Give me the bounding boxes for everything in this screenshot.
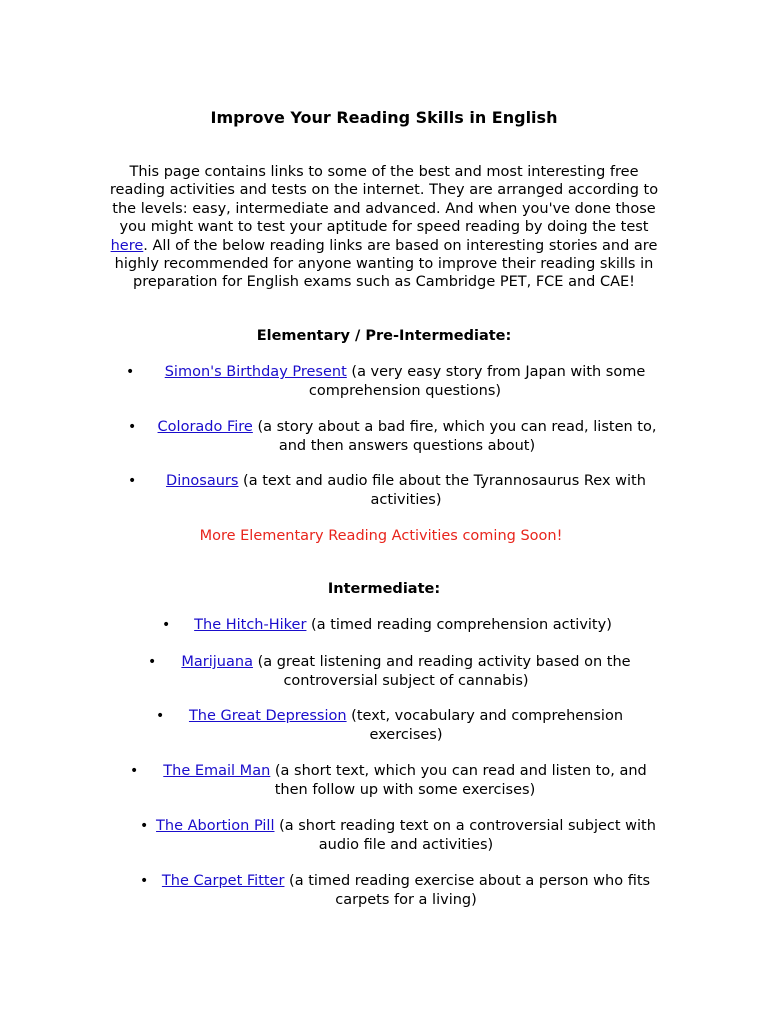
email-man-link[interactable]: The Email Man bbox=[163, 763, 271, 779]
intro-text-before: This page contains links to some of the best and most interesting free reading activities and tests on the internet. They are arranged according to the levels: easy, intermediate and advanced. And when you've done those you might want to test your aptitude for speed reading by doing the test bbox=[109, 164, 659, 236]
list-item bbox=[172, 707, 640, 744]
bullet-icon: • bbox=[162, 617, 171, 633]
list-item bbox=[164, 653, 648, 690]
list-item bbox=[156, 872, 656, 909]
bullet-icon: • bbox=[128, 419, 137, 435]
intro-text-after: . All of the below reading links are based on interesting stories and are highly recommended for anyone wanting to improve their reading skills in preparation for English exams such as Cambridge PET, FCE and CAE! bbox=[114, 237, 658, 291]
bullet-icon: • bbox=[128, 473, 137, 489]
bullet-icon: • bbox=[140, 873, 149, 889]
great-depression-link[interactable]: The Great Depression bbox=[188, 708, 347, 724]
list-item bbox=[150, 418, 664, 455]
item-description: (a great listening and reading activity based on the controversial subject of cannabis) bbox=[252, 654, 631, 689]
bullet-icon: • bbox=[148, 654, 157, 670]
dinosaurs-link[interactable]: Dinosaurs bbox=[166, 473, 239, 489]
item-description: (a timed reading comprehension activity) bbox=[306, 617, 612, 633]
carpet-fitter-link[interactable]: The Carpet Fitter bbox=[161, 873, 285, 889]
bullet-icon: • bbox=[126, 364, 135, 380]
bullet-icon: • bbox=[156, 708, 165, 724]
speed-test-link[interactable]: here bbox=[110, 237, 144, 254]
elementary-heading: Elementary / Pre-Intermediate: bbox=[256, 328, 512, 344]
bullet-icon: • bbox=[140, 818, 149, 834]
item-description: (a story about a bad fire, which you can read, listen to, and then answers questions about) bbox=[252, 419, 657, 454]
list-item bbox=[146, 762, 664, 799]
intermediate-heading: Intermediate: bbox=[327, 581, 441, 597]
item-description: (a timed reading exercise about a person who fits carpets for a living) bbox=[284, 873, 651, 908]
marijuana-link[interactable]: Marijuana bbox=[181, 654, 253, 670]
item-description: (a short text, which you can read and listen to, and then follow up with some exercises) bbox=[270, 763, 647, 798]
list-item bbox=[146, 363, 664, 400]
simons-birthday-present-link[interactable]: Simon's Birthday Present bbox=[164, 364, 347, 380]
intro-paragraph bbox=[100, 163, 668, 292]
list-item bbox=[178, 616, 628, 635]
abortion-pill-link[interactable]: The Abortion Pill bbox=[156, 818, 275, 834]
coming-soon-notice: More Elementary Reading Activities coming Soon! bbox=[199, 528, 563, 544]
list-item bbox=[156, 817, 656, 854]
colorado-fire-link[interactable]: Colorado Fire bbox=[157, 419, 253, 435]
item-description: (a text and audio file about the Tyrannosaurus Rex with activities) bbox=[238, 473, 646, 508]
page-title: Improve Your Reading Skills in English bbox=[210, 108, 558, 127]
item-description: (text, vocabulary and comprehension exercises) bbox=[346, 708, 624, 743]
hitch-hiker-link[interactable]: The Hitch-Hiker bbox=[194, 617, 307, 633]
item-description: (a short reading text on a controversial subject with audio file and activities) bbox=[274, 818, 656, 853]
list-item bbox=[148, 472, 664, 509]
bullet-icon: • bbox=[130, 763, 139, 779]
item-description: (a very easy story from Japan with some comprehension questions) bbox=[308, 364, 646, 399]
